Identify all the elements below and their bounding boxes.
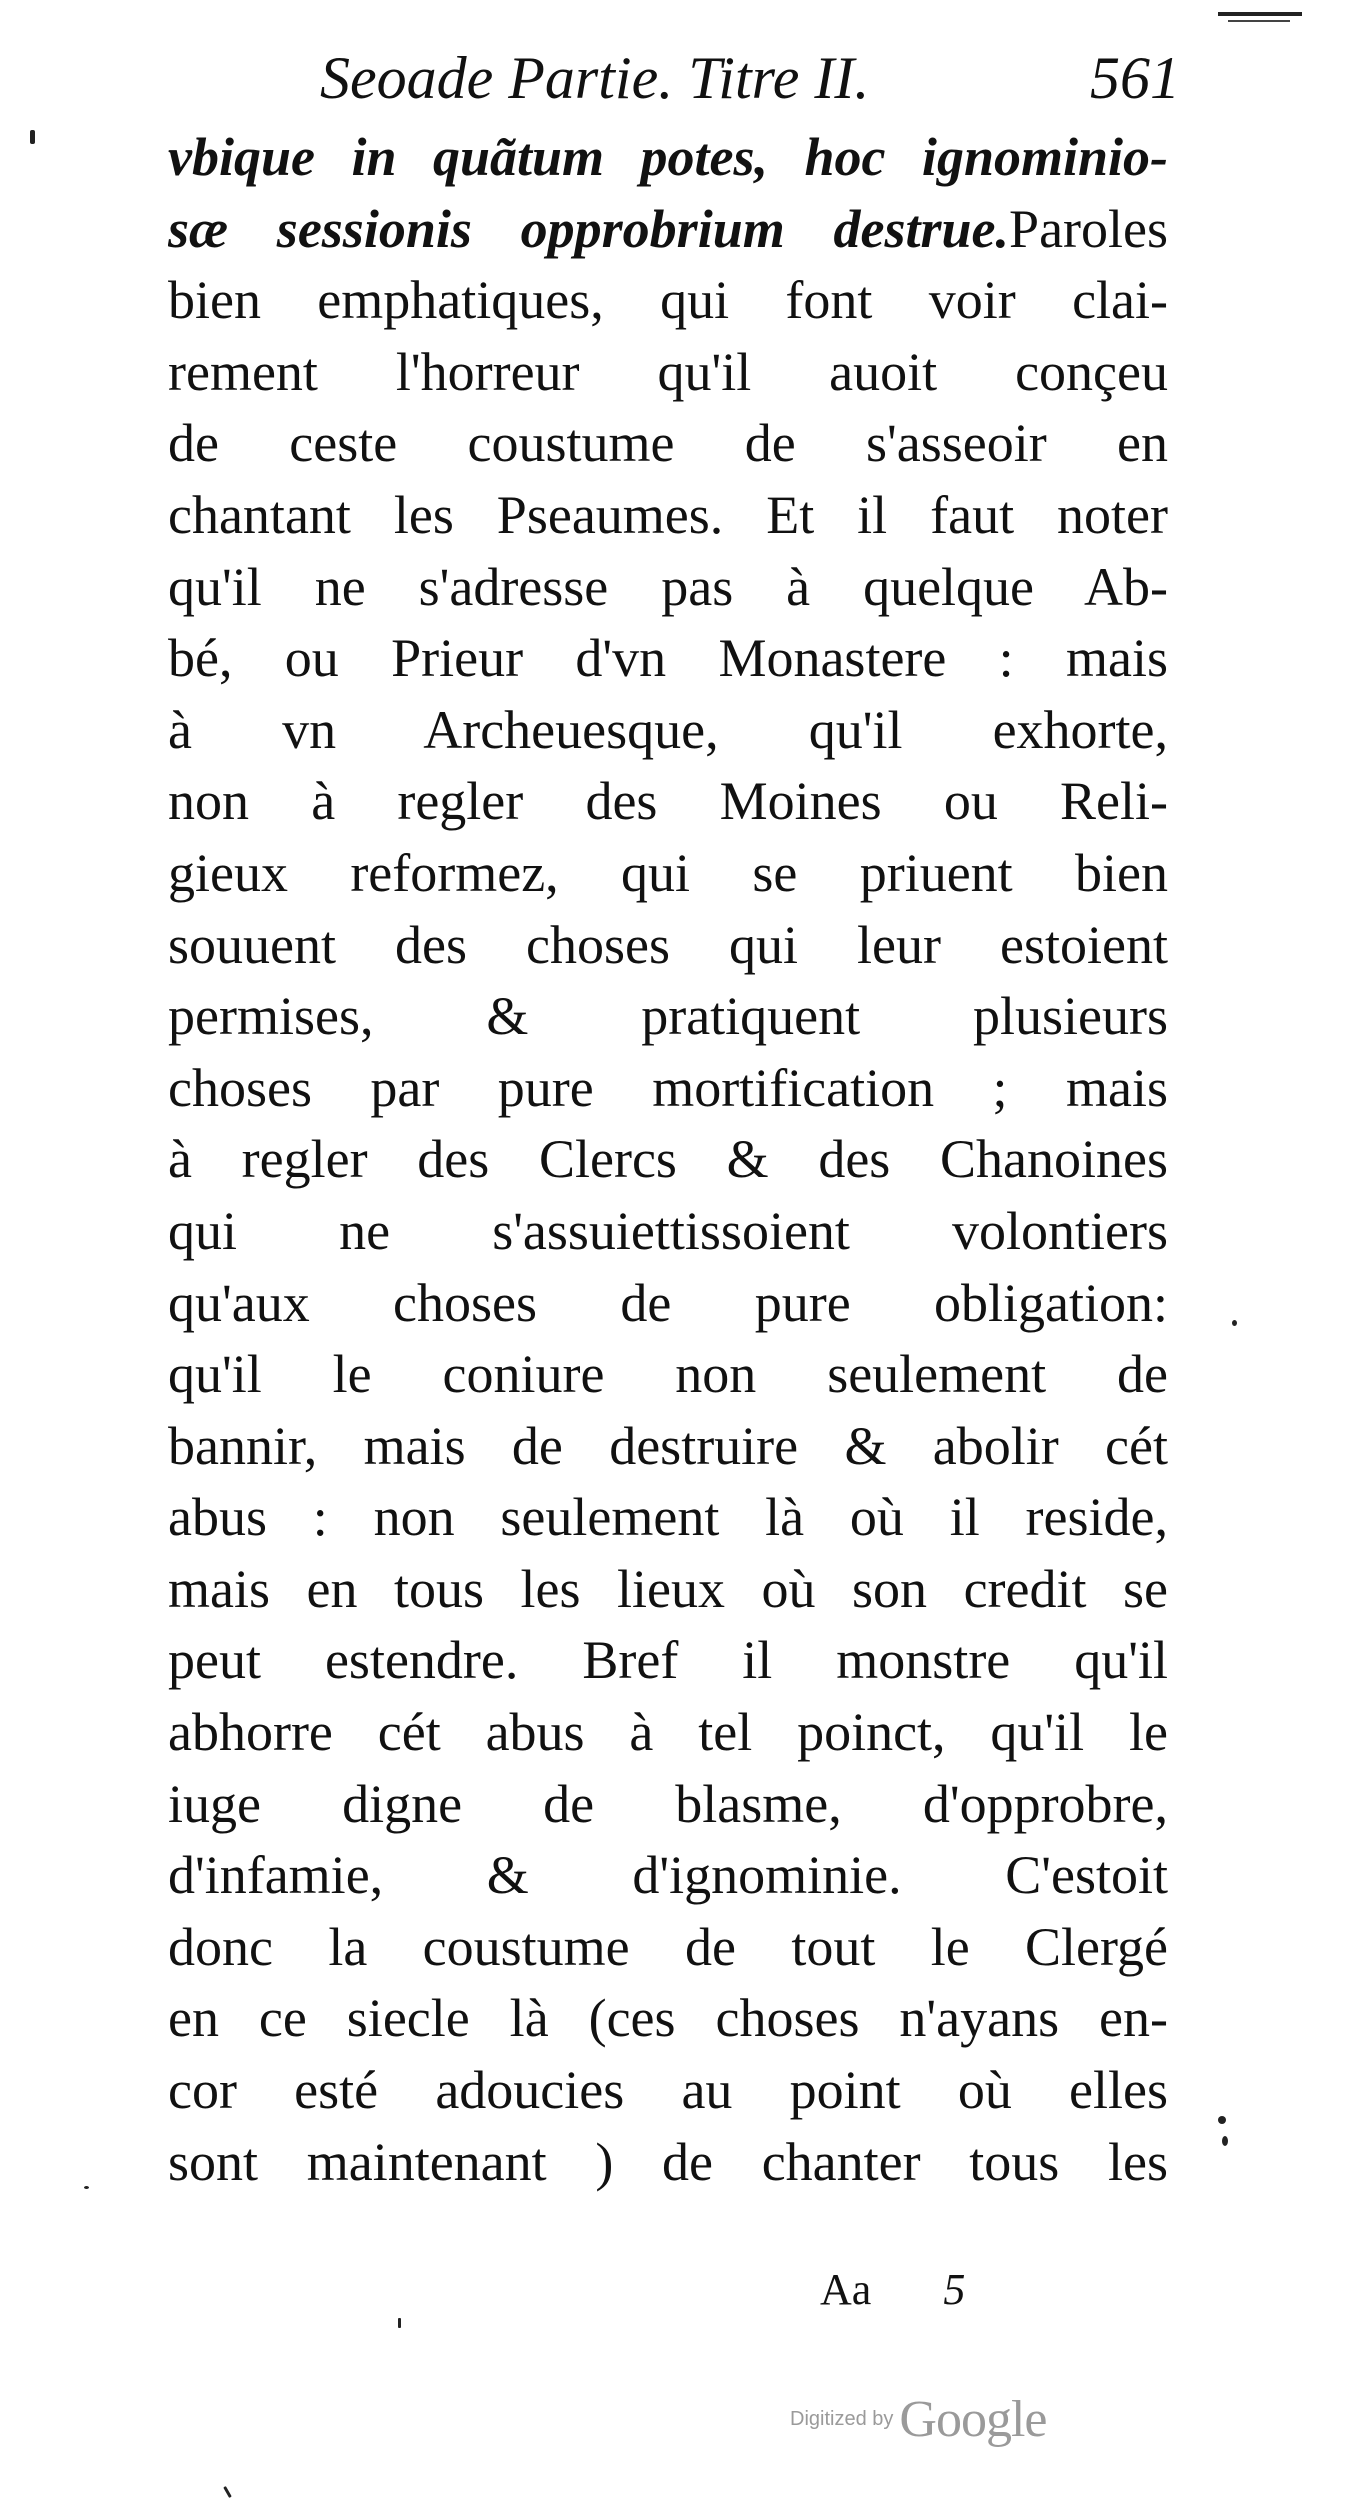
ink-speck xyxy=(223,2486,232,2498)
text-line: qui ne s'assuiettissoient volontiers xyxy=(168,1200,1168,1261)
text-line: sont maintenant ) de chanter tous les xyxy=(168,2131,1168,2192)
text-line: mais en tous les lieux où son credit se xyxy=(168,1558,1168,1619)
text-line: donc la coustume de tout le Clergé xyxy=(168,1916,1168,1977)
digitized-watermark xyxy=(790,2390,1046,2449)
text-line: cor esté adoucies au point où elles xyxy=(168,2060,1168,2121)
text-line xyxy=(168,122,1168,194)
page-number: 561 xyxy=(1090,45,1180,111)
text-line: chantant les Pseaumes. Et il faut noter xyxy=(168,484,1168,545)
signature-number: 5 xyxy=(943,2265,966,2314)
text-line xyxy=(168,194,1168,266)
text-line: choses par pure mortification ; mais xyxy=(168,1057,1168,1118)
ink-speck xyxy=(30,130,35,144)
top-rule-secondary xyxy=(1228,20,1290,22)
ink-speck xyxy=(1222,2136,1228,2146)
ink-speck xyxy=(398,2318,401,2328)
text-line: non à regler des Moines ou Reli- xyxy=(168,771,1168,832)
text-fragment: Paroles xyxy=(1009,198,1168,259)
text-line: abhorre cét abus à tel poinct, qu'il le xyxy=(168,1702,1168,1763)
text-line: en ce siecle là (ces choses n'ayans en- xyxy=(168,1988,1168,2049)
text-line: rement l'horreur qu'il auoit conçeu xyxy=(168,341,1168,402)
top-rule xyxy=(1218,12,1302,16)
text-line: qu'il le coniure non seulement de xyxy=(168,1344,1168,1405)
running-head-title: Seoade Partie. Titre II. xyxy=(320,45,870,111)
text-line: gieux reformez, qui se priuent bien xyxy=(168,842,1168,903)
text-line: bannir, mais de destruire & abolir cét xyxy=(168,1415,1168,1476)
latin-quotation: vbique in quãtum potes, hoc ignominio- xyxy=(168,127,1168,187)
text-line: d'infamie, & d'ignominie. C'estoit xyxy=(168,1845,1168,1906)
body-text xyxy=(168,122,1168,2198)
ink-speck xyxy=(1232,1320,1237,1326)
running-head xyxy=(320,38,1180,118)
watermark-brand: Google xyxy=(899,2391,1047,2448)
signature-mark xyxy=(820,2262,965,2318)
text-line: à vn Archeuesque, qu'il exhorte, xyxy=(168,699,1168,760)
text-line: permises, & pratiquent plusieurs xyxy=(168,986,1168,1047)
ink-speck xyxy=(1218,2116,1226,2124)
text-line: peut estendre. Bref il monstre qu'il xyxy=(168,1630,1168,1691)
text-line: à regler des Clercs & des Chanoines xyxy=(168,1129,1168,1190)
text-line: bé, ou Prieur d'vn Monastere : mais xyxy=(168,628,1168,689)
signature-letters: Aa xyxy=(820,2265,872,2314)
text-line: souuent des choses qui leur estoient xyxy=(168,914,1168,975)
text-line: bien emphatiques, qui font voir clai- xyxy=(168,270,1168,331)
ink-speck xyxy=(84,2186,89,2189)
text-line: de ceste coustume de s'asseoir en xyxy=(168,413,1168,474)
text-line: qu'aux choses de pure obligation: xyxy=(168,1272,1168,1333)
text-line: abus : non seulement là où il reside, xyxy=(168,1487,1168,1548)
watermark-prefix: Digitized by xyxy=(790,2408,894,2430)
text-line: iuge digne de blasme, d'opprobre, xyxy=(168,1773,1168,1834)
latin-quotation: sæ sessionis opprobrium destrue. xyxy=(168,198,1010,259)
text-line: qu'il ne s'adresse pas à quelque Ab- xyxy=(168,556,1168,617)
